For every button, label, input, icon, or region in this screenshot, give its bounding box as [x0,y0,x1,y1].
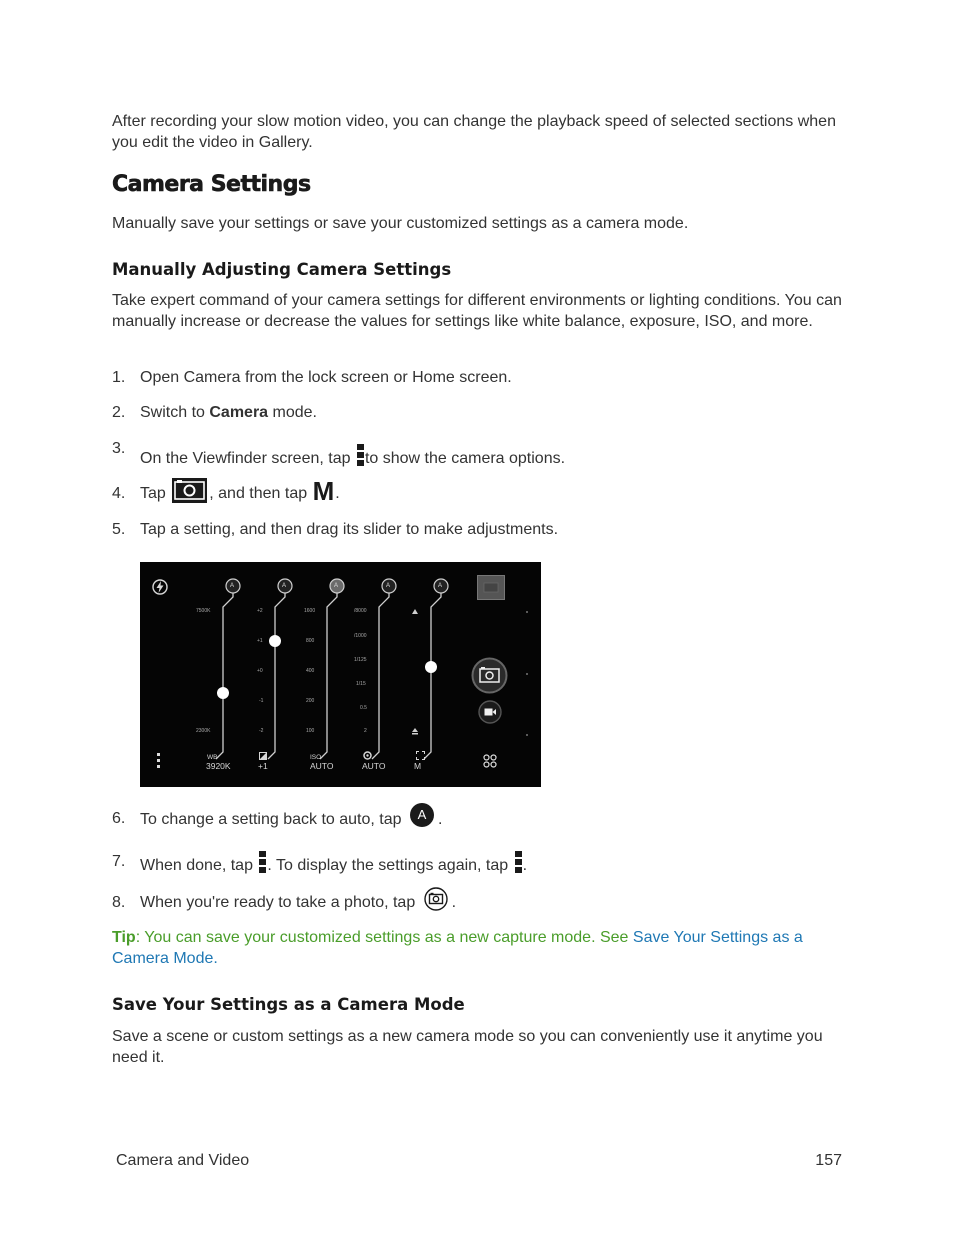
auto-icon: A [410,803,434,827]
step-2 [112,402,852,423]
exposure-tick: -2 [259,728,264,734]
step-text: to show the camera options. [364,450,566,467]
step-3 [112,438,852,469]
step-number: 1. [112,369,126,386]
step-text: Open Camera from the lock screen or Home screen. [140,369,512,386]
exposure-tick: +2 [257,608,263,614]
camera-mode-name: Camera [209,404,269,421]
exposure-tick: +1 [257,638,263,644]
tip-end: . [213,950,218,967]
iso-tick: 200 [306,698,315,704]
step-5 [112,519,852,540]
auto-badge-iso[interactable]: A [334,583,339,589]
shutter-tick: 1/125 [354,657,367,663]
wb-tick: 7500K [196,608,211,614]
focus-value[interactable]: M [414,761,422,771]
camera-settings-screenshot [140,562,541,787]
focus-icon [416,751,425,760]
step-text: . [522,857,528,874]
exposure-tick: +0 [257,668,263,674]
footer-page-number: 157 [815,1152,842,1169]
manual-mode-icon: M [312,476,335,506]
step-number: 3. [112,440,126,457]
step-text: Tap [140,485,171,502]
iso-label: ISO [310,754,322,761]
shutter-tick: /1000 [354,633,367,639]
shutter-tick: /8000 [354,608,367,614]
shutter-value[interactable]: AUTO [362,761,386,771]
footer-section: Camera and Video [116,1152,250,1169]
wb-value[interactable]: 3920K [206,761,231,771]
camera-modes-icon[interactable] [483,754,497,768]
iso-value[interactable]: AUTO [310,761,334,771]
tip-paragraph [112,927,842,969]
step-text: . [451,894,457,911]
more-options-icon [259,851,265,873]
step-text: Switch to [140,404,210,421]
intro-paragraph: After recording your slow motion video, you can change the playback speed of selected sections when you edit the video in Gallery. [112,113,836,151]
step-4 [112,478,852,504]
step-text: . [437,811,443,828]
shutter-tick: 2 [364,728,367,734]
step-number: 5. [112,521,126,538]
step-text: , and then tap [209,485,312,502]
section-description: Manually save your settings or save your customized settings as a camera mode. [112,215,689,232]
step-6 [112,803,852,830]
step-number: 7. [112,853,126,870]
step-text: Tap a setting, and then drag its slider to make adjustments. [140,521,559,538]
exposure-icon [259,752,267,760]
shutter-button-icon [424,887,448,911]
step-number: 4. [112,485,126,502]
wb-tick: 2300K [196,728,211,734]
shutter-icon [363,751,372,760]
step-text: On the Viewfinder screen, tap [140,450,355,467]
exposure-tick: -1 [259,698,264,704]
tip-text: : You can save your customized settings as a new capture mode. See [135,929,633,946]
more-options-icon [515,851,521,873]
section-heading: Camera Settings [112,172,311,197]
step-text: When you're ready to take a photo, tap [140,894,420,911]
step-text: To change a setting back to auto, tap [140,811,406,828]
step-7 [112,845,852,876]
step-text: . [335,485,340,502]
step-8 [112,886,852,913]
auto-badge-wb[interactable]: A [230,583,235,589]
step-number: 6. [112,810,126,827]
subheading-save-settings: Save Your Settings as a Camera Mode [112,995,465,1014]
more-options-icon[interactable] [157,753,161,769]
exposure-value[interactable]: +1 [258,761,268,771]
iso-tick: 1600 [304,608,316,614]
subheading-manual-adjust: Manually Adjusting Camera Settings [112,260,452,279]
save-settings-link[interactable]: Save Your Settings as a Camera Mode [112,929,803,967]
step-number: 8. [112,894,126,911]
shutter-tick: 0.5 [360,705,367,711]
auto-badge-focus[interactable]: A [438,583,443,589]
save-settings-description: Save a scene or custom settings as a new camera mode so you can conveniently use it anytime you need it. [112,1028,823,1066]
shutter-tick: 1/15 [356,681,366,687]
auto-badge-shutter[interactable]: A [386,583,391,589]
camera-settings-icon [172,478,207,503]
wb-label: WB [207,754,218,761]
auto-badge-exposure[interactable]: A [282,583,287,589]
iso-tick: 400 [306,668,315,674]
more-options-icon [357,444,363,466]
gallery-thumbnail-icon[interactable] [477,575,505,600]
step-text: When done, tap [140,857,258,874]
iso-tick: 800 [306,638,315,644]
step-number: 2. [112,404,126,421]
shutter-button-icon[interactable] [471,657,508,694]
step-text: . To display the settings again, tap [267,857,513,874]
step-1 [112,367,852,388]
manual-adjust-description: Take expert command of your camera settings for different environments or lighting conditions. You can manually increase or decrease the values for settings like white balance, exposure, ISO, and more. [112,292,842,330]
tip-label: Tip [112,929,136,946]
step-text: mode. [268,404,317,421]
iso-tick: 100 [306,728,315,734]
video-record-icon[interactable] [478,700,502,724]
